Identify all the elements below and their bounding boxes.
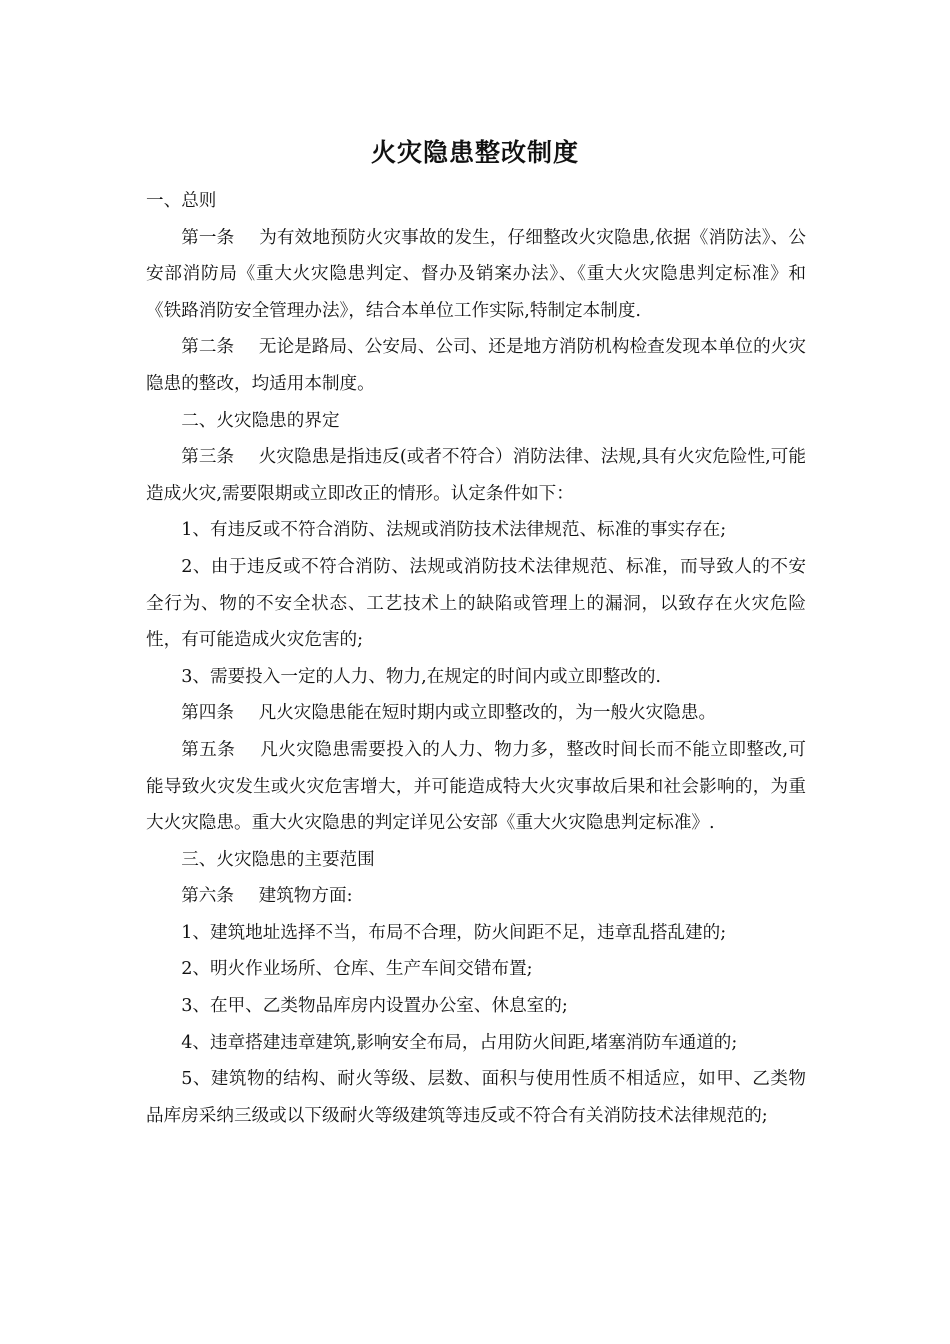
article-number: 第一条 — [181, 227, 235, 248]
paragraph-text: 3、在甲、乙类物品库房内设置办公室、休息室的; — [181, 996, 568, 1017]
paragraph — [146, 988, 806, 1025]
paragraph — [146, 183, 806, 220]
paragraph — [146, 403, 806, 440]
paragraph-text: 2、由于违反或不符合消防、法规或消防技术法律规范、标准，而导致人的不安全行为、物的不安全状态、工艺技术上的缺陷或管理上的漏洞，以致存在火灾危险性，有可能造成火灾危害的; — [146, 556, 806, 651]
paragraph — [146, 1061, 806, 1134]
paragraph — [146, 549, 806, 659]
article-number: 第三条 — [181, 447, 235, 468]
article-number: 第四条 — [181, 703, 234, 724]
article-number: 第二条 — [181, 337, 235, 358]
document-body — [146, 183, 806, 1134]
paragraph — [146, 878, 806, 915]
paragraph — [146, 439, 806, 512]
paragraph — [146, 329, 806, 402]
article-number: 第六条 — [181, 886, 234, 907]
paragraph-text: 火灾隐患是指违反(或者不符合）消防法律、法规,具有火灾危险性,可能造成火灾,需要限期或立即改正的情形。认定条件如下： — [146, 447, 806, 504]
paragraph-text: 3、需要投入一定的人力、物力,在规定的时间内或立即整改的. — [181, 666, 662, 687]
paragraph-text: 2、明火作业场所、仓库、生产车间交错布置; — [181, 959, 533, 980]
paragraph-text: 5、建筑物的结构、耐火等级、层数、面积与使用性质不相适应，如甲、乙类物品库房采纳三级或以下级耐火等级建筑等违反或不符合有关消防技术法律规范的; — [146, 1069, 806, 1126]
paragraph-text: 1、建筑地址选择不当，布局不合理，防火间距不足，违章乱搭乱建的; — [181, 922, 727, 943]
paragraph-text: 凡火灾隐患需要投入的人力、物力多，整改时间长而不能立即整改,可能导致火灾发生或火灾危害增大，并可能造成特大火灾事故后果和社会影响的，为重大火灾隐患。重大火灾隐患的判定详见公安部《重大火灾隐患判定标准》. — [146, 739, 806, 834]
paragraph-text: 凡火灾隐患能在短时期内或立即整改的，为一般火灾隐患。 — [258, 703, 717, 724]
paragraph — [146, 842, 806, 879]
paragraph-text: 二、火灾隐患的界定 — [181, 410, 340, 431]
paragraph-text: 建筑物方面: — [258, 886, 353, 907]
paragraph-text: 1、有违反或不符合消防、法规或消防技术法律规范、标准的事实存在; — [181, 520, 727, 541]
paragraph — [146, 695, 806, 732]
paragraph — [146, 915, 806, 952]
paragraph-text: 一、总则 — [146, 191, 217, 211]
paragraph — [146, 220, 806, 330]
paragraph-text: 4、违章搭建违章建筑,影响安全布局，占用防火间距,堵塞消防车通道的; — [181, 1032, 738, 1053]
paragraph — [146, 659, 806, 696]
paragraph-text: 为有效地预防火灾事故的发生，仔细整改火灾隐患,依据《消防法》、公安部消防局《重大火灾隐患判定、督办及销案办法》、《重大火灾隐患判定标准》和《铁路消防安全管理办法》，结合本单位工作实际,特制定本制度. — [146, 227, 806, 321]
paragraph — [146, 1025, 806, 1062]
paragraph-text: 无论是路局、公安局、公司、还是地方消防机构检查发现本单位的火灾隐患的整改，均适用本制度。 — [146, 337, 806, 394]
paragraph — [146, 512, 806, 549]
document-title: 火灾隐患整改制度 — [370, 138, 579, 167]
paragraph — [146, 951, 806, 988]
paragraph — [146, 732, 806, 842]
article-number: 第五条 — [181, 739, 236, 760]
paragraph-text: 三、火灾隐患的主要范围 — [181, 849, 375, 870]
